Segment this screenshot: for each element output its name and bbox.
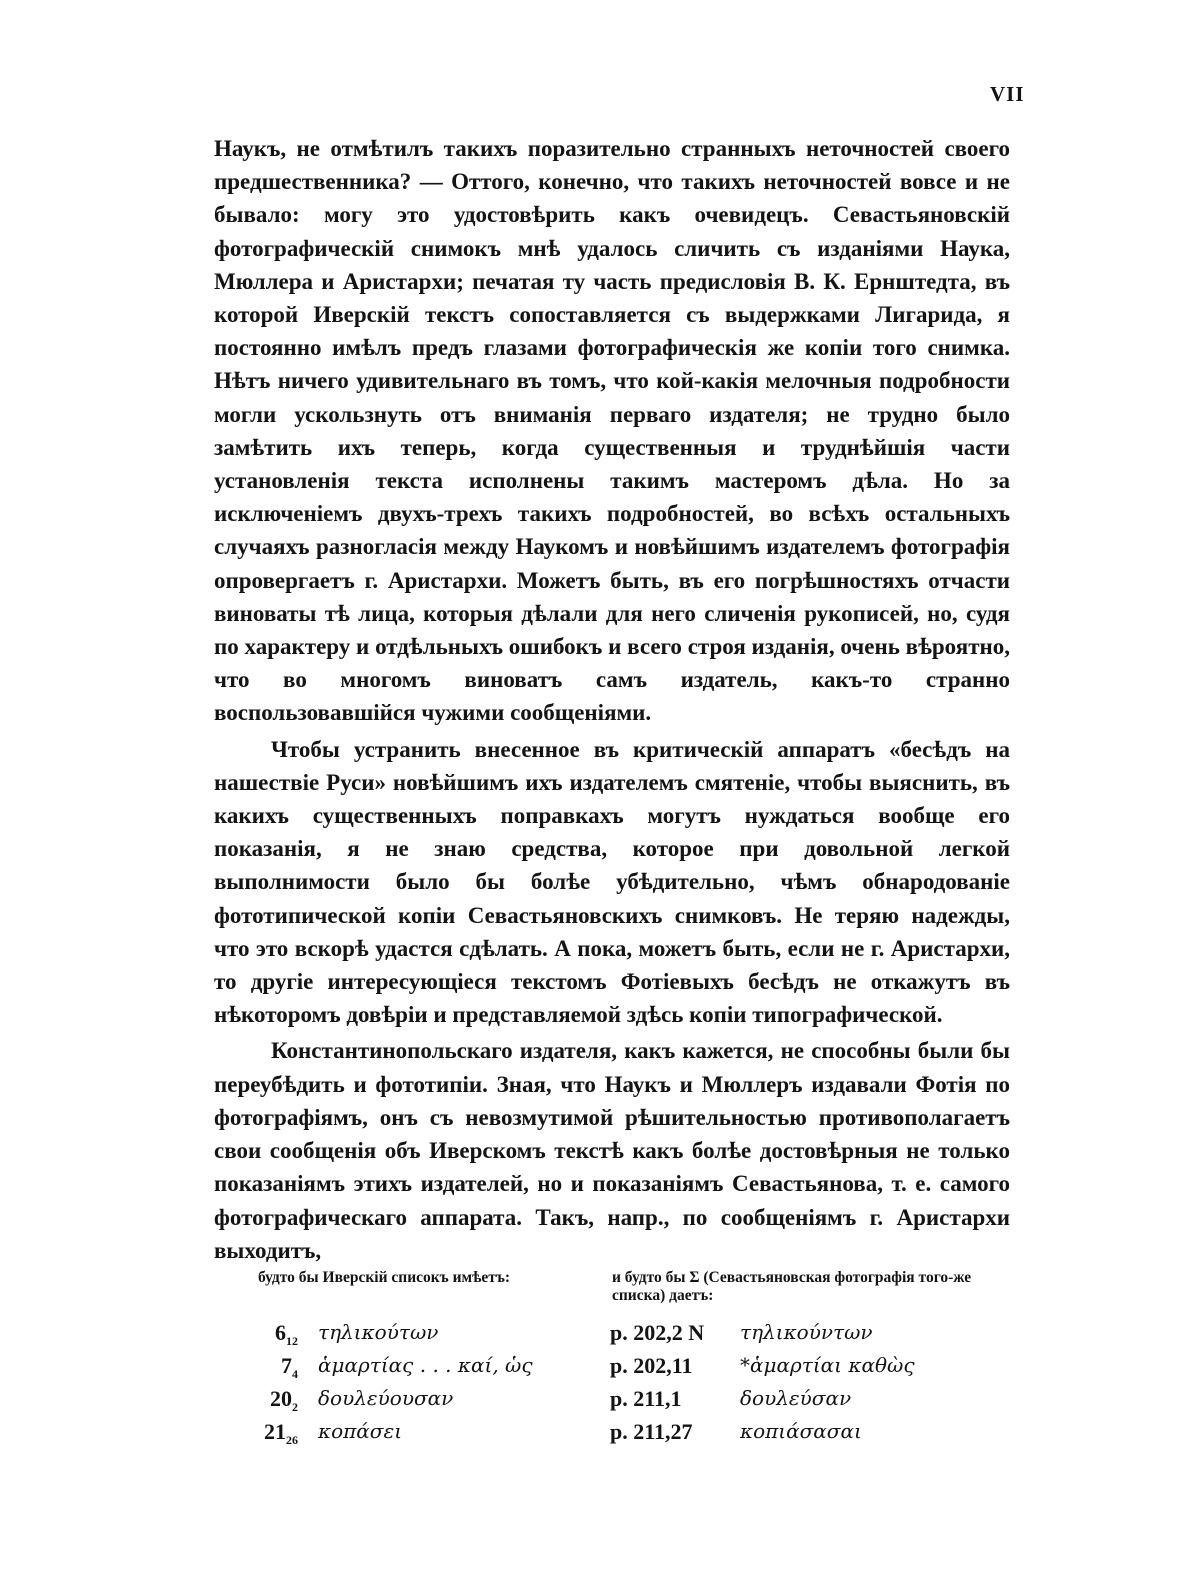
paragraph-3: Константинопольскаго издателя, какъ кажется, не способны были бы переубѣдить и фототипіи. Зная, что Наукъ и Мюллеръ издавали Фотія по фотографіямъ, онъ съ невозмутимой рѣшительностью противополагаетъ свои сообщенія объ Иверскомъ текстѣ какъ болѣе достовѣрныя не только показаніямъ этихъ издателей, но и показаніямъ Севастьянова, т. е. самого фотографическаго аппарата. Такъ, напр., по сообщеніямъ г. Аристархи выходитъ, [214, 1038, 1010, 1263]
iviron-reading: δουλεύουσαν [318, 1386, 454, 1410]
table-left-header: будто бы Иверскій списокъ имѣетъ: [258, 1269, 511, 1286]
sigma-reading: τηλικούντων [740, 1320, 873, 1344]
page-reference: p. 202,2 N [610, 1320, 705, 1345]
body-text [214, 132, 1010, 1267]
page-number: VII [990, 82, 1025, 106]
line-number: $20_2$ [270, 1386, 298, 1414]
line-number: $21_{26}$ [264, 1419, 298, 1447]
table-right-header: и будто бы Σ (Севастьяновская фотографія того-же списка) даетъ: [612, 1269, 972, 1304]
line-subscript: 26 [286, 1433, 298, 1447]
iviron-reading: ἁμαρτίας . . . καί, ὡς [318, 1353, 533, 1377]
line-subscript: 4 [292, 1367, 298, 1381]
table-row [240, 1320, 1010, 1353]
page-reference: p. 211,1 [610, 1386, 682, 1411]
line-number: $6_{12}$ [275, 1320, 298, 1348]
line-subscript: 2 [292, 1400, 298, 1414]
sigma-reading: κοπιάσασαι [740, 1419, 862, 1443]
sigma-reading: *ἁμαρτίαι καθὼς [740, 1353, 915, 1377]
paragraph-2: Чтобы устранить внесенное въ критическій аппаратъ «бесѣдъ на нашествіе Руси» новѣйшимъ ихъ издателемъ смятеніе, чтобы выяснить, въ какихъ существенныхъ поправкахъ могутъ нуждаться вообще его показанія, я не знаю средства, которое при довольной легкой выполнимости было бы болѣе убѣдительно, чѣмъ обнародованіе фототипической копіи Севастьяновскихъ снимковъ. Не теряю надежды, что это вскорѣ удастся сдѣлать. А пока, можетъ быть, если не г. Аристархи, то другіе интересующіеся текстомъ Фотіевыхъ бесѣдъ не откажутъ въ нѣкоторомъ довѣріи и представляемой здѣсь копіи типографической. [214, 736, 1010, 1028]
page-reference: p. 211,27 [610, 1419, 693, 1444]
table-row [240, 1386, 1010, 1419]
iviron-reading: τηλικούτων [318, 1320, 439, 1344]
line-number: $7_4$ [281, 1353, 298, 1381]
paragraph-1: Наукъ, не отмѣтилъ такихъ поразительно странныхъ неточностей своего предшественника? — Оттого, конечно, что такихъ неточностей вовсе и не бывало: могу это удостовѣрить какъ очевидецъ. Севастьяновскій фотографическій снимокъ мнѣ удалось сличить съ изданіями Наука, Мюллера и Аристархи; печатая ту часть предисловія В. К. Ернштедта, въ которой Иверскій текстъ сопоставляется съ выдержками Лигарида, я постоянно имѣлъ предъ глазами фотографическія же копіи того снимка. Нѣтъ ничего удивительнаго въ томъ, что кой-какія мелочныя подробности могли ускользнуть отъ вниманія перваго издателя; не трудно было замѣтить ихъ теперь, когда существенныя и труднѣйшія части установленія текста исполнены такимъ мастеромъ дѣла. Но за исключеніемъ двухъ-трехъ такихъ подробностей, во всѣхъ остальныхъ случаяхъ разногласія между Наукомъ и новѣйшимъ издателемъ фотографія опровергаетъ г. Аристархи. Можетъ быть, въ его погрѣшностяхъ отчасти виноваты тѣ лица, которыя дѣлали для него сличенія рукописей, но, судя по характеру и отдѣльныхъ ошибокъ и всего строя изданія, очень вѣроятно, что во многомъ виноватъ самъ издатель, какъ-то странно воспользовавшійся чужими сообщеніями. [214, 136, 1010, 726]
comparison-table [240, 1320, 1010, 1452]
line-subscript: 12 [286, 1334, 298, 1348]
iviron-reading: κοπάσει [318, 1419, 403, 1443]
sigma-reading: δουλεύσαν [740, 1386, 852, 1410]
page-reference: p. 202,11 [610, 1353, 693, 1378]
table-row [240, 1353, 1010, 1386]
table-row [240, 1419, 1010, 1452]
